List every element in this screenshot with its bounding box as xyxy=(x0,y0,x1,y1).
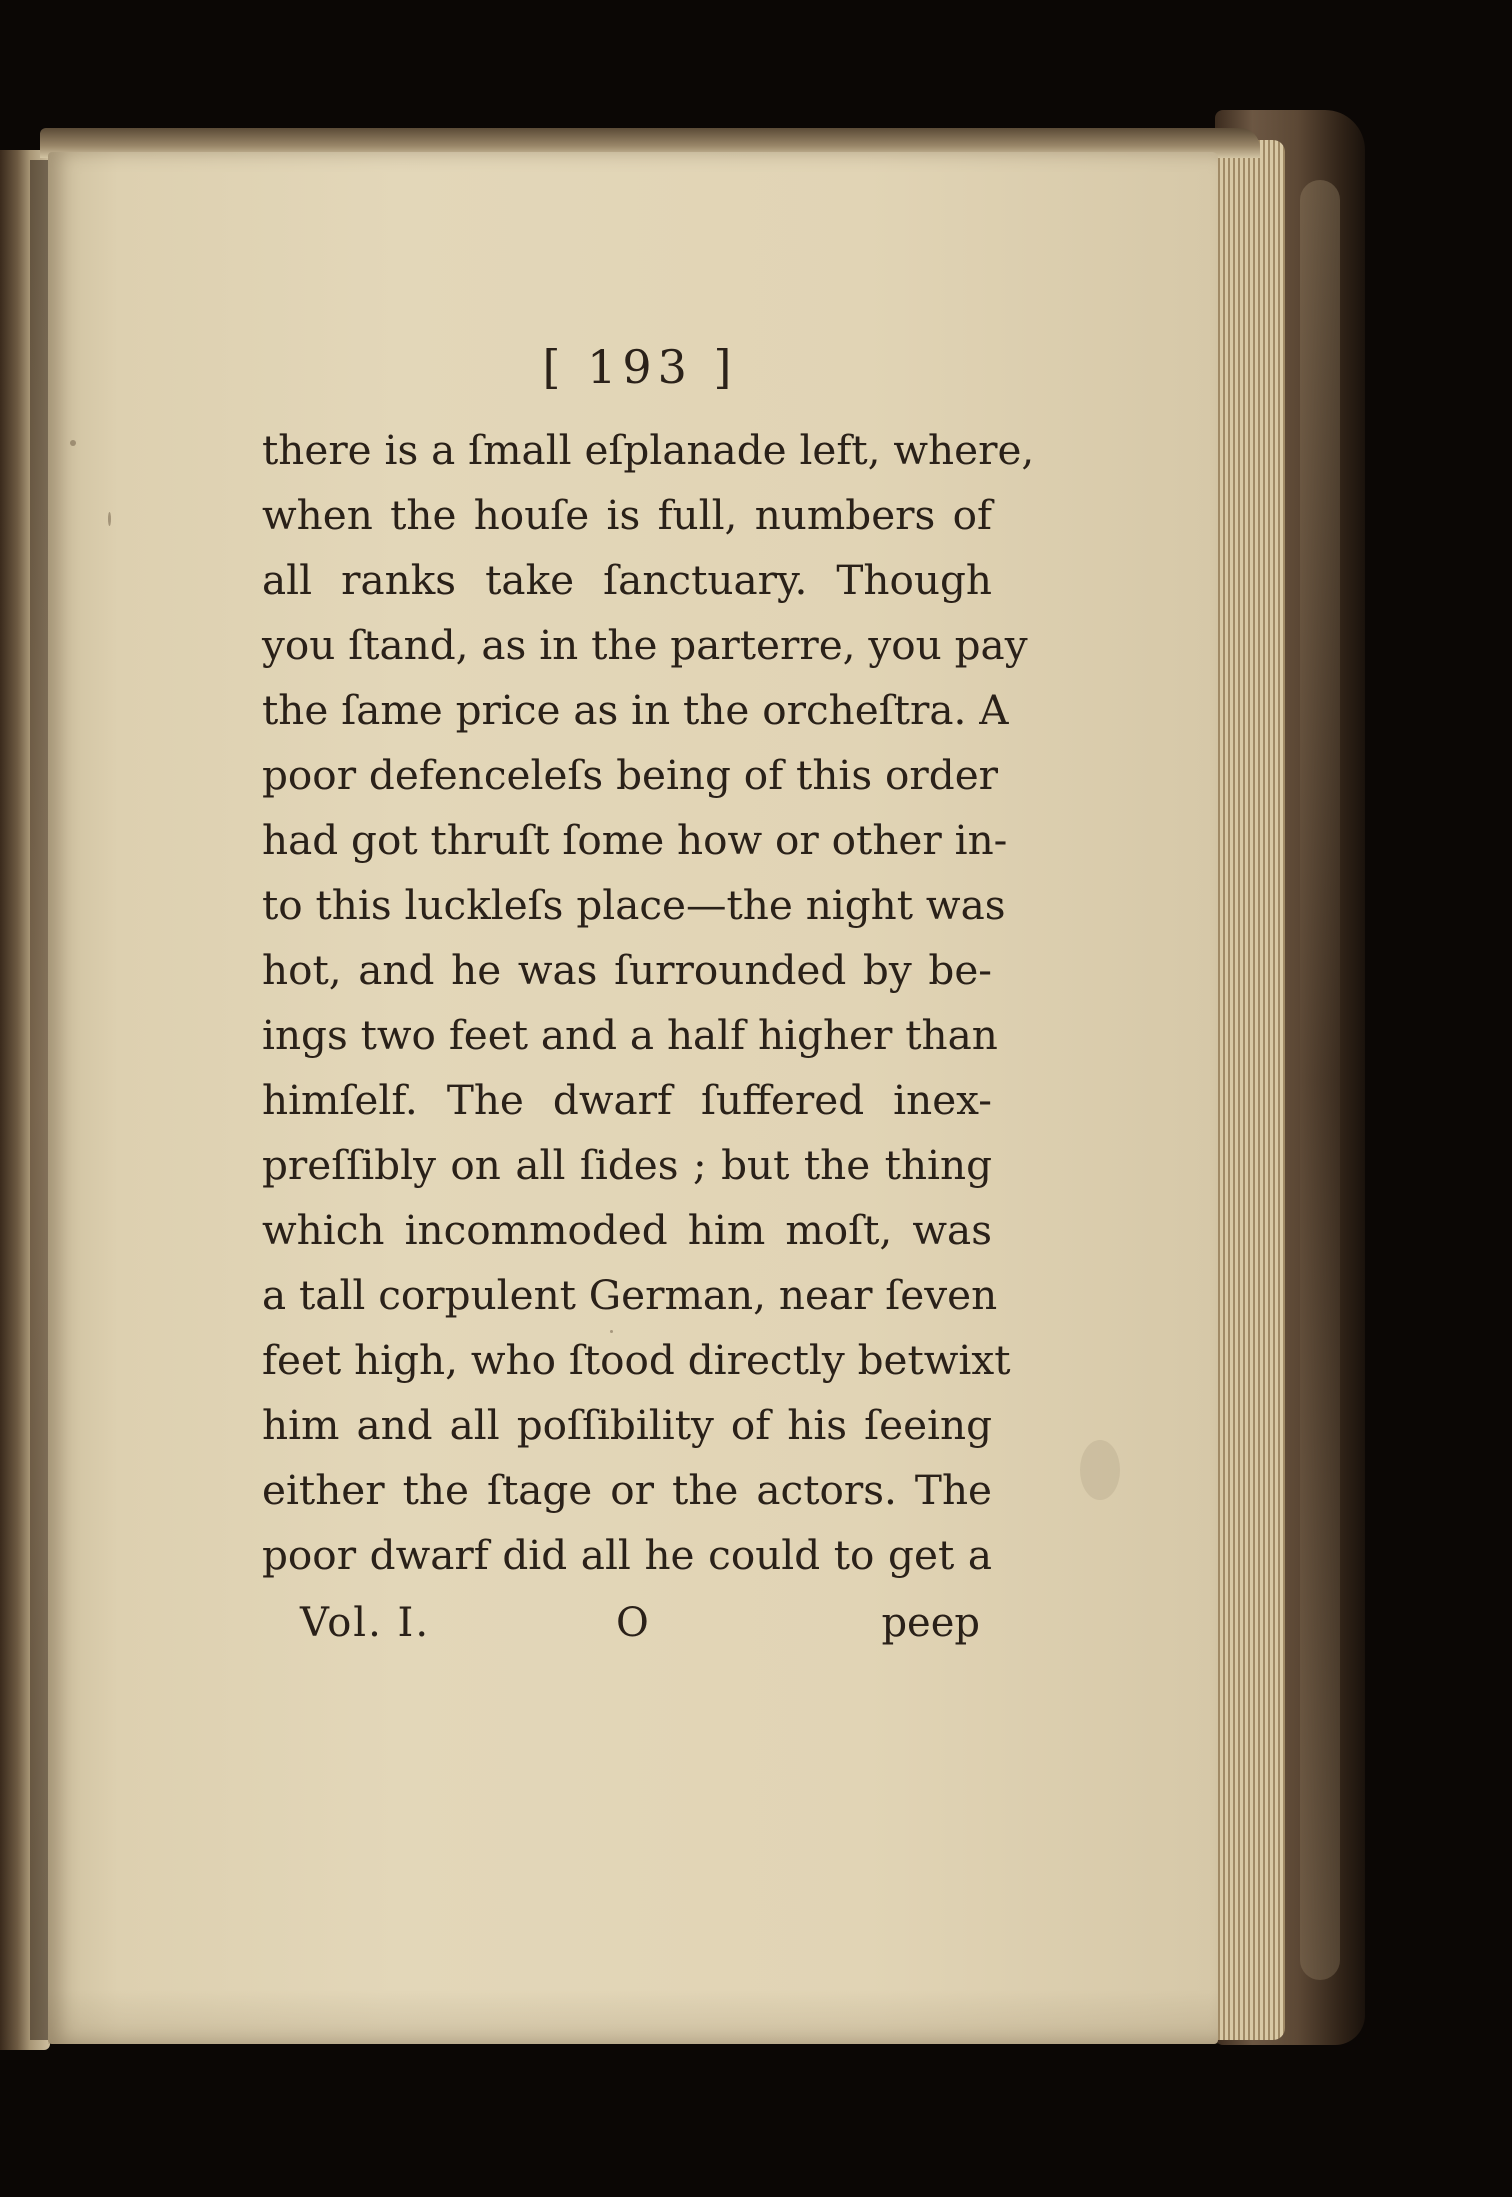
catchword: peep xyxy=(881,1600,980,1646)
paper-speck xyxy=(1080,1440,1120,1500)
text-line: either the ſtage or the actors. The xyxy=(262,1466,992,1514)
page-bottom-shade xyxy=(48,1990,1218,2044)
binding-highlight xyxy=(1300,180,1340,1980)
text-line: himſelf. The dwarf ſuffered inex- xyxy=(262,1076,992,1124)
text-line: when the houſe is full, numbers of xyxy=(262,491,992,539)
text-line: the ſame price as in the orcheſtra. A xyxy=(262,686,1009,734)
text-line: ings two feet and a half higher than xyxy=(262,1011,998,1059)
text-line: preſſibly on all ſides ; but the thing xyxy=(262,1141,992,1189)
text-line: him and all poſſibility of his ſeeing xyxy=(262,1401,992,1449)
page-number: [ 193 ] xyxy=(542,340,738,394)
text-line: which incommoded him moſt, was xyxy=(262,1206,992,1254)
text-line: hot, and he was ſurrounded by be- xyxy=(262,946,992,994)
page-footer xyxy=(300,1600,980,1670)
text-line: there is a ſmall eſplanade left, where, xyxy=(262,426,1035,474)
text-line: to this luckleſs place—the night was xyxy=(262,881,1006,929)
paper-speck xyxy=(108,512,111,526)
paper-speck xyxy=(610,1330,613,1333)
body-text xyxy=(262,418,1035,1588)
text-line: poor defenceleſs being of this order xyxy=(262,751,999,799)
paper-speck xyxy=(70,440,76,446)
text-line: feet high, who ſtood directly betwixt xyxy=(262,1336,1011,1384)
volume-label: Vol. I. xyxy=(300,1600,431,1646)
text-line: you ſtand, as in the parterre, you pay xyxy=(262,621,1028,669)
text-line: all ranks take ſanctuary. Though xyxy=(262,556,992,604)
text-line: had got thruſt ſome how or other in- xyxy=(262,816,1008,864)
text-line: poor dwarf did all he could to get a xyxy=(262,1531,992,1579)
text-line: a tall corpulent German, near ſeven xyxy=(262,1271,998,1319)
signature-mark: O xyxy=(616,1600,649,1646)
